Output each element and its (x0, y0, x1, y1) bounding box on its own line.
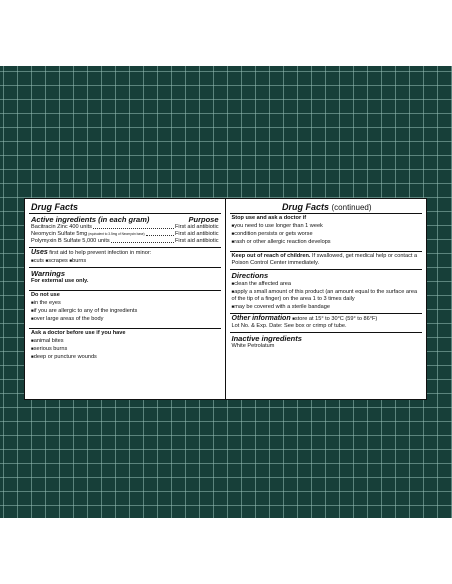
warnings-section (29, 267, 221, 290)
inactive-ingredients-section (230, 332, 423, 352)
stop-use-item: ■ rash or other allergic reaction develops (232, 238, 421, 246)
ingredient-purpose: First aid antibiotic (174, 231, 219, 237)
drug-facts-continued-title (230, 202, 423, 213)
ingredient-list (31, 224, 219, 245)
dot-leader (93, 224, 174, 229)
directions-item: ■ clean the affected area (232, 280, 421, 288)
drug-facts-title-right: Drug Facts (281, 202, 329, 212)
purpose-heading: Purpose (188, 215, 219, 224)
continued-label: (continued) (331, 203, 372, 212)
ask-doctor-item: ■ deep or puncture wounds (31, 353, 219, 361)
ingredient-purpose: First aid antibiotic (174, 224, 219, 230)
directions-heading: Directions (231, 271, 269, 280)
directions-item: ■ apply a small amount of this product (an amount equal to the surface area of the tip of a finger) on the area 1 to 3 times daily (232, 288, 421, 303)
drug-facts-label (24, 198, 427, 400)
children-warning-text: If swallowed, get medical help or contact a Poison Control Center immediately. (231, 253, 418, 266)
other-information-section (230, 313, 423, 332)
do-not-use-section (29, 290, 221, 328)
uses-line (31, 249, 219, 257)
other-info-storage: ■ store at 15° to 30°C (59° to 86°F) (292, 316, 377, 322)
active-ingredients-heading: Active ingredients (in each gram) (31, 215, 150, 224)
do-not-use-item: ■ if you are allergic to any of the ingredients (31, 307, 219, 315)
do-not-use-item: ■ in the eyes (31, 299, 219, 307)
directions-section (230, 269, 423, 313)
ingredient-name: Bacitracin Zinc 400 units (31, 224, 92, 230)
active-ingredients-header (31, 215, 219, 224)
inactive-ingredients-text: White Petrolatum (231, 343, 275, 349)
ask-doctor-item: ■ serious burns (31, 345, 219, 353)
do-not-use-heading: Do not use (31, 292, 60, 298)
uses-item: ■ scrapes (46, 258, 68, 264)
other-information-heading: Other information (231, 315, 291, 322)
right-column (226, 199, 427, 399)
stop-use-item: ■ you need to use longer than 1 week (232, 222, 421, 230)
ingredient-row (31, 238, 219, 245)
directions-item: ■ may be covered with a sterile bandage (232, 303, 421, 311)
uses-section (29, 247, 221, 267)
warnings-heading: Warnings (31, 269, 66, 278)
uses-heading: Uses (31, 249, 48, 256)
ingredient-purpose: First aid antibiotic (174, 238, 219, 244)
ingredient-name: Polymyxin B Sulfate 5,000 units (31, 238, 110, 244)
other-info-line (232, 315, 421, 323)
uses-items (31, 257, 219, 265)
dot-leader (146, 231, 174, 236)
ask-doctor-section (29, 328, 221, 363)
uses-item: ■ cuts (31, 258, 44, 264)
ingredient-row (31, 231, 219, 238)
ingredient-note: (equivalent to 3.5mg of Neomycin base) (88, 232, 145, 236)
keep-out-of-reach-section (230, 251, 423, 269)
inactive-ingredients-heading: Inactive ingredients (231, 334, 302, 343)
uses-text: first aid to help prevent infection in minor: (49, 250, 152, 256)
dot-leader (111, 238, 174, 243)
active-ingredients-section (29, 213, 221, 247)
do-not-use-item: ■ over large areas of the body (31, 315, 219, 323)
stop-use-heading: Stop use and ask a doctor if (231, 215, 307, 221)
children-warning (232, 253, 421, 267)
stop-use-section (230, 213, 423, 251)
stop-use-item: ■ condition persists or gets worse (232, 230, 421, 238)
ingredient-row (31, 224, 219, 231)
left-column (25, 199, 226, 399)
uses-item: ■ burns (69, 258, 86, 264)
ask-doctor-item: ■ animal bites (31, 337, 219, 345)
drug-facts-title: Drug Facts (31, 202, 79, 212)
children-warning-bold: Keep out of reach of children. (231, 253, 311, 259)
ingredient-name: Neomycin Sulfate 5mg (31, 231, 88, 237)
other-info-lot: Lot No. & Exp. Date: See box or crimp of tube. (231, 323, 347, 329)
warnings-subheading: For external use only. (31, 278, 89, 284)
ask-doctor-heading: Ask a doctor before use if you have (31, 330, 126, 336)
